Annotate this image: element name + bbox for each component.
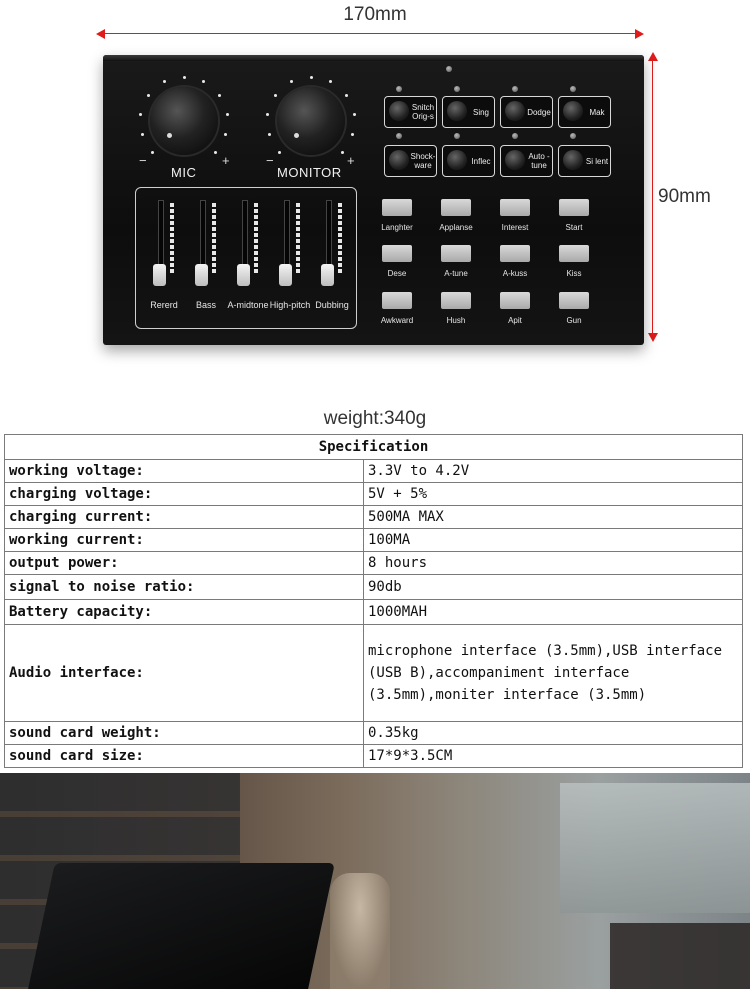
table-row bbox=[5, 575, 743, 600]
mic-knob-cap bbox=[150, 87, 218, 155]
sound-pad[interactable] bbox=[559, 292, 589, 309]
table-row bbox=[5, 460, 743, 483]
indicator-led bbox=[512, 86, 518, 92]
knob-scale-tick bbox=[345, 94, 348, 97]
spec-value: 8 hours bbox=[364, 552, 743, 575]
spec-label: charging current: bbox=[5, 506, 364, 529]
fader-panel bbox=[135, 187, 357, 329]
effect-button[interactable] bbox=[500, 145, 553, 177]
table-title: Specification bbox=[5, 435, 743, 460]
effect-button[interactable] bbox=[558, 96, 611, 128]
fader-label: High-pitch bbox=[269, 300, 311, 310]
knob-scale-tick bbox=[214, 151, 217, 154]
mic-plus-label: + bbox=[222, 153, 230, 168]
fader-handle[interactable] bbox=[237, 264, 250, 286]
device-top-rim bbox=[103, 55, 644, 61]
mic-minus-label: − bbox=[139, 153, 147, 168]
sound-pad-label: Gun bbox=[566, 316, 582, 325]
knob-scale-tick bbox=[226, 113, 229, 116]
spec-value: 500MA MAX bbox=[364, 506, 743, 529]
sound-pad-label: Interest bbox=[501, 223, 529, 232]
table-row bbox=[5, 625, 743, 722]
fader-level-leds bbox=[212, 203, 216, 273]
monitor-label: MONITOR bbox=[277, 165, 342, 180]
spec-label: Battery capacity: bbox=[5, 600, 364, 625]
arrow-right-icon bbox=[635, 29, 644, 39]
width-dimension-line bbox=[98, 33, 642, 34]
knob-scale-tick bbox=[218, 94, 221, 97]
sound-pad-label: Kiss bbox=[566, 269, 582, 278]
knob-scale-tick bbox=[290, 80, 293, 83]
fader-level-leds bbox=[254, 203, 258, 273]
effect-button-knob bbox=[389, 150, 409, 170]
indicator-led bbox=[512, 133, 518, 139]
effect-button-label: Snitch Orig-s bbox=[411, 103, 435, 121]
table-header-row bbox=[5, 435, 743, 460]
knob-scale-tick bbox=[278, 151, 281, 154]
knob-scale-tick bbox=[329, 80, 332, 83]
fader-handle[interactable] bbox=[153, 264, 166, 286]
sound-pad[interactable] bbox=[559, 245, 589, 262]
sound-pad[interactable] bbox=[382, 292, 412, 309]
indicator-led bbox=[570, 86, 576, 92]
fader-level-leds bbox=[338, 203, 342, 273]
laptop-shape bbox=[25, 863, 335, 989]
table-row bbox=[5, 552, 743, 575]
spec-value: microphone interface (3.5mm),USB interface (USB B),accompaniment interface (3.5mm),moniter interface (3.5mm) bbox=[364, 625, 743, 722]
indicator-led bbox=[454, 133, 460, 139]
width-dimension-label: 170mm bbox=[343, 4, 407, 25]
table-row bbox=[5, 722, 743, 745]
spec-label: sound card weight: bbox=[5, 722, 364, 745]
sound-pad[interactable] bbox=[441, 245, 471, 262]
spec-label: signal to noise ratio: bbox=[5, 575, 364, 600]
fader-level-leds bbox=[170, 203, 174, 273]
sound-pad[interactable] bbox=[500, 245, 530, 262]
figurine-shape bbox=[330, 873, 390, 989]
effect-button-knob bbox=[563, 101, 583, 121]
spec-value: 5V + 5% bbox=[364, 483, 743, 506]
monitor-minus-label: − bbox=[266, 153, 274, 168]
sound-pad-label: Dese bbox=[387, 269, 407, 278]
arrow-up-icon bbox=[648, 52, 658, 61]
knob-scale-tick bbox=[202, 80, 205, 83]
effect-button[interactable] bbox=[384, 145, 437, 177]
spec-label: output power: bbox=[5, 552, 364, 575]
knob-scale-tick bbox=[151, 151, 154, 154]
knob-scale-tick bbox=[266, 113, 269, 116]
sound-pad-label: Hush bbox=[446, 316, 466, 325]
spec-value: 100MA bbox=[364, 529, 743, 552]
chair-shape bbox=[610, 923, 750, 989]
sound-pad[interactable] bbox=[382, 245, 412, 262]
specification-table bbox=[4, 434, 743, 768]
sound-pad-label: A-tune bbox=[444, 269, 468, 278]
spec-value: 3.3V to 4.2V bbox=[364, 460, 743, 483]
effect-button-label: Dodge bbox=[527, 107, 551, 117]
fader-handle[interactable] bbox=[321, 264, 334, 286]
mic-label: MIC bbox=[171, 165, 197, 180]
effect-button-knob bbox=[505, 150, 525, 170]
sound-pad-label: Start bbox=[565, 223, 583, 232]
spec-label: Audio interface: bbox=[5, 625, 364, 722]
effect-button-knob bbox=[447, 101, 467, 121]
arrow-down-icon bbox=[648, 333, 658, 342]
sound-card-device bbox=[103, 55, 644, 345]
sound-pad-label: Apit bbox=[508, 316, 522, 325]
spec-value: 17*9*3.5CM bbox=[364, 745, 743, 768]
sound-pad-label: Awkward bbox=[380, 316, 414, 325]
spec-value: 90db bbox=[364, 575, 743, 600]
spec-label: sound card size: bbox=[5, 745, 364, 768]
table-row bbox=[5, 745, 743, 768]
monitor-plus-label: + bbox=[347, 153, 355, 168]
knob-scale-tick bbox=[351, 133, 354, 136]
sound-pad[interactable] bbox=[500, 199, 530, 216]
knob-scale-tick bbox=[139, 113, 142, 116]
effect-button-label: Mak bbox=[589, 107, 605, 117]
effect-button-label: Sing bbox=[472, 107, 489, 117]
fader-label: Bass bbox=[195, 300, 216, 310]
knob-scale-tick bbox=[147, 94, 150, 97]
power-led bbox=[446, 66, 452, 72]
weight-caption: weight:340g bbox=[323, 408, 427, 429]
sound-pad[interactable] bbox=[500, 292, 530, 309]
spec-value: 0.35kg bbox=[364, 722, 743, 745]
knob-scale-tick bbox=[163, 80, 166, 83]
knob-scale-tick bbox=[224, 133, 227, 136]
sound-pad[interactable] bbox=[382, 199, 412, 216]
monitor-knob bbox=[261, 71, 361, 171]
table-row bbox=[5, 483, 743, 506]
fader-label: Dubbing bbox=[315, 300, 349, 310]
sound-pad[interactable] bbox=[441, 199, 471, 216]
effect-button-knob bbox=[447, 150, 467, 170]
arrow-left-icon bbox=[96, 29, 105, 39]
effect-button-knob bbox=[505, 101, 525, 121]
knob-scale-tick bbox=[341, 151, 344, 154]
knob-scale-tick bbox=[353, 113, 356, 116]
effect-button[interactable] bbox=[442, 145, 495, 177]
spec-label: working voltage: bbox=[5, 460, 364, 483]
fader-label: Rererd bbox=[150, 300, 178, 310]
sound-pad-label: Langhter bbox=[381, 223, 413, 232]
sound-pad[interactable] bbox=[441, 292, 471, 309]
fader-level-leds bbox=[296, 203, 300, 273]
table-row bbox=[5, 600, 743, 625]
knob-scale-tick bbox=[141, 133, 144, 136]
indicator-led bbox=[396, 133, 402, 139]
effect-button-knob bbox=[389, 101, 409, 121]
knob-scale-tick bbox=[274, 94, 277, 97]
height-dimension-label: 90mm bbox=[658, 186, 711, 207]
lifestyle-photo bbox=[0, 773, 750, 989]
mic-knob bbox=[134, 71, 234, 171]
fader-handle[interactable] bbox=[195, 264, 208, 286]
spec-label: charging voltage: bbox=[5, 483, 364, 506]
knob-scale-tick bbox=[310, 76, 313, 79]
spec-value: 1000MAH bbox=[364, 600, 743, 625]
effect-button-label: Auto -tune bbox=[528, 152, 550, 170]
spec-label: working current: bbox=[5, 529, 364, 552]
knob-scale-tick bbox=[183, 76, 186, 79]
indicator-led bbox=[396, 86, 402, 92]
fader-label: A-midtone bbox=[227, 300, 269, 310]
indicator-led bbox=[570, 133, 576, 139]
effect-button-label: Shock- ware bbox=[410, 152, 436, 170]
sound-pad-label: A-kuss bbox=[502, 269, 528, 278]
window-shape bbox=[560, 783, 750, 913]
monitor-knob-cap bbox=[277, 87, 345, 155]
effect-button[interactable] bbox=[558, 145, 611, 177]
sound-pad-label: Applanse bbox=[439, 223, 473, 232]
effect-button[interactable] bbox=[500, 96, 553, 128]
effect-button-label: Inflec bbox=[471, 156, 491, 166]
sound-pad[interactable] bbox=[559, 199, 589, 216]
fader-handle[interactable] bbox=[279, 264, 292, 286]
table-row bbox=[5, 506, 743, 529]
effect-button-knob bbox=[563, 150, 583, 170]
effect-button[interactable] bbox=[442, 96, 495, 128]
effect-button-label: Si lent bbox=[585, 156, 609, 166]
table-row bbox=[5, 529, 743, 552]
effect-button[interactable] bbox=[384, 96, 437, 128]
indicator-led bbox=[454, 86, 460, 92]
height-dimension-line bbox=[652, 56, 653, 340]
knob-scale-tick bbox=[268, 133, 271, 136]
